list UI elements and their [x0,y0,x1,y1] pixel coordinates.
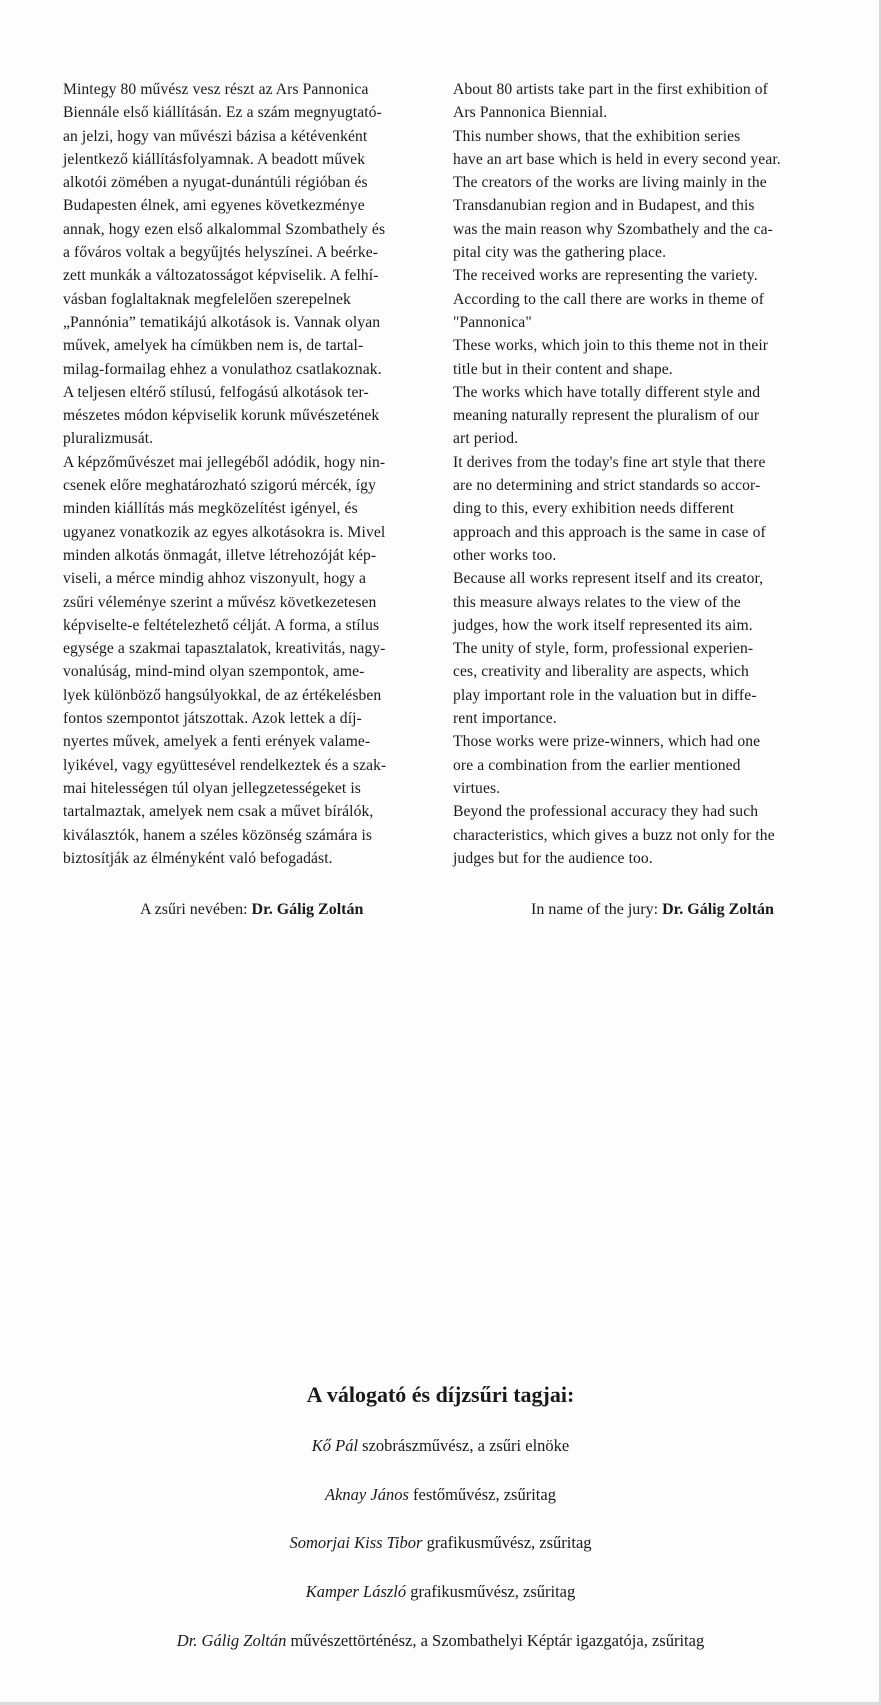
text-line: A teljesen eltérő stílusú, felfogású alkotások ter- [63,383,369,401]
jury-member-name: Dr. Gálig Zoltán [176,1630,287,1650]
text-line: pital city was the gathering place. [453,244,667,262]
text-line: Biennále első kiállításán. Ez a szám megnyugtató- [63,104,382,122]
text-line: A képzőművészet mai jellegéből adódik, hogy nin- [63,453,386,471]
text-line: play important role in the valuation but in diffe- [453,686,757,704]
jury-member-role: grafikusművész, zsűritag [426,1533,592,1553]
text-line: an jelzi, hogy van művészi bázisa a kétévenként [63,127,368,145]
jury-member-role: grafikusművész, zsűritag [410,1582,576,1602]
text-line: Transdanubian region and in Budapest, and this [453,197,755,215]
text-line: Ars Pannonica Biennial. [453,104,608,122]
text-line: Because all works represent itself and its creator, [453,570,764,588]
text-line: mai hitelességen túl olyan jellegzetességeket is [63,779,361,797]
hungarian-text-column [63,78,438,870]
text-line: have an art base which is held in every second year. [453,150,781,168]
text-line: It derives from the today's fine art style that there [453,453,766,471]
text-line: ding to this, every exhibition needs different [453,500,735,518]
text-line: lyikével, vagy együttesével rendelkeztek és a szak- [63,756,387,774]
text-line: are no determining and strict standards so accor- [453,477,761,495]
text-line: minden kiállítás más megközelítést igényel, és [63,500,358,518]
text-line: vásban foglaltaknak megfelelően szerepelnek [63,290,351,308]
jury-member-role: szobrászművész, a zsűri elnöke [362,1436,570,1455]
text-line: The works which have totally different style and [453,383,761,401]
jury-member-name: Kő Pál [311,1436,359,1455]
text-line: lyek különböző hangsúlyokkal, de az értékelésben [63,686,382,704]
jury-member [0,1629,881,1678]
text-line: The unity of style, form, professional experien- [453,640,754,658]
text-line: This number shows, that the exhibition series [453,127,741,145]
text-line: egysége a szakmai tapasztalatok, kreativitás, nagy- [63,640,386,658]
text-line: zett munkák a változatosságot képviselik. A felhí- [63,267,379,285]
text-line: title but in their content and shape. [453,360,673,378]
english-signature [531,899,774,921]
text-line: characteristics, which gives a buzz not only for the [453,826,775,844]
hungarian-signature [140,899,363,921]
text-line: judges, how the work itself represented its aim. [453,616,753,634]
text-line: annak, hogy ezen első alkalommal Szombathely és [63,220,386,238]
text-line: Those works were prize-winners, which had one [453,733,761,751]
text-line: These works, which join to this theme not in their [453,337,769,355]
text-line: approach and this approach is the same in case of [453,523,766,541]
text-line: rent importance. [453,710,557,728]
text-line: was the main reason why Szombathely and the ca- [453,220,773,238]
text-line: ces, creativity and liberality are aspects, which [453,663,749,681]
jury-member-role: festőművész, zsűritag [413,1484,556,1504]
text-line: milag-formailag ehhez a vonulathoz csatlakoznak. [63,360,382,378]
signature-name: Dr. Gálig Zoltán [662,901,774,918]
text-line: Mintegy 80 művész vesz részt az Ars Pannonica [63,81,369,98]
text-line: According to the call there are works in theme of [453,290,765,308]
text-line: other works too. [453,546,557,564]
text-line: tartalmaztak, amelyek nem csak a művet bírálók, [63,803,374,821]
signature-name: Dr. Gálig Zoltán [251,901,364,918]
text-line: The received works are representing the variety. [453,267,758,285]
text-line: nyertes művek, amelyek a fenti erények valame- [63,733,371,751]
english-text-column [453,78,833,870]
text-line: "Pannonica" [453,313,532,331]
text-line: The creators of the works are living mainly in the [453,174,767,192]
signature-prefix: In name of the jury: [531,901,659,918]
text-line: „Pannónia” tematikájú alkotások is. Vannak olyan [63,313,381,331]
jury-member [0,1531,881,1580]
text-line: minden alkotás önmagát, illetve létrehozóját kép- [63,546,377,564]
text-line: meaning naturally represent the pluralism of our [453,407,760,425]
text-line: ore a combination from the earlier mentioned [453,756,741,774]
text-line: fontos szempontot játszottak. Azok lettek a díj- [63,710,362,728]
text-line: Budapesten élnek, ami egyenes következménye [63,197,365,215]
text-line: művek, amelyek ha címükben nem is, de tartal- [63,337,364,355]
jury-title: A válogató és díjzsűri tagjai: [306,1382,575,1407]
jury-member-name: Kamper László [305,1582,407,1602]
jury-member [0,1483,881,1532]
text-line: alkotói zömében a nyugat-dunántúli régióban és [63,174,368,192]
text-line: pluralizmusát. [63,430,154,448]
text-line: judges but for the audience too. [453,849,653,867]
text-line: biztosítják az élményként való befogadást. [63,849,333,867]
text-line: képviselte-e feltételezhető célját. A forma, a stílus [63,616,380,634]
text-line: a főváros voltak a begyűjtés helyszínei. A beérke- [63,244,379,262]
jury-member-name: Somorjai Kiss Tibor [289,1533,423,1553]
text-line: csenek előre meghatározható szigorú mércék, így [63,477,376,495]
text-line: vonalúság, mind-mind olyan szempontok, ame- [63,663,365,681]
text-line: art period. [453,430,519,448]
text-line: jelentkező kiállításfolyamnak. A beadott művek [63,150,366,168]
jury-member [0,1580,881,1629]
text-line: mészetes módon képviselik korunk művészetének [63,407,380,425]
jury-member-name: Aknay János [325,1484,409,1504]
text-line: viseli, a mérce mindig ahhoz viszonyult, hogy a [63,570,367,588]
jury-list [0,1434,881,1677]
text-line: virtues. [453,779,501,797]
text-line: kiválasztók, hanem a széles közönség számára is [63,826,373,844]
jury-member-role: művészettörténész, a Szombathelyi Képtár igazgatója, zsűritag [290,1630,705,1650]
text-line: this measure always relates to the view of the [453,593,741,611]
text-line: About 80 artists take part in the first exhibition of [453,81,768,98]
text-line: Beyond the professional accuracy they had such [453,803,759,821]
text-line: ugyanez vonatkozik az egyes alkotásokra is. Mivel [63,523,386,541]
jury-member [0,1434,881,1483]
signature-prefix: A zsűri nevében: [140,901,248,918]
text-line: zsűri véleménye szerint a művész következetesen [63,593,377,611]
